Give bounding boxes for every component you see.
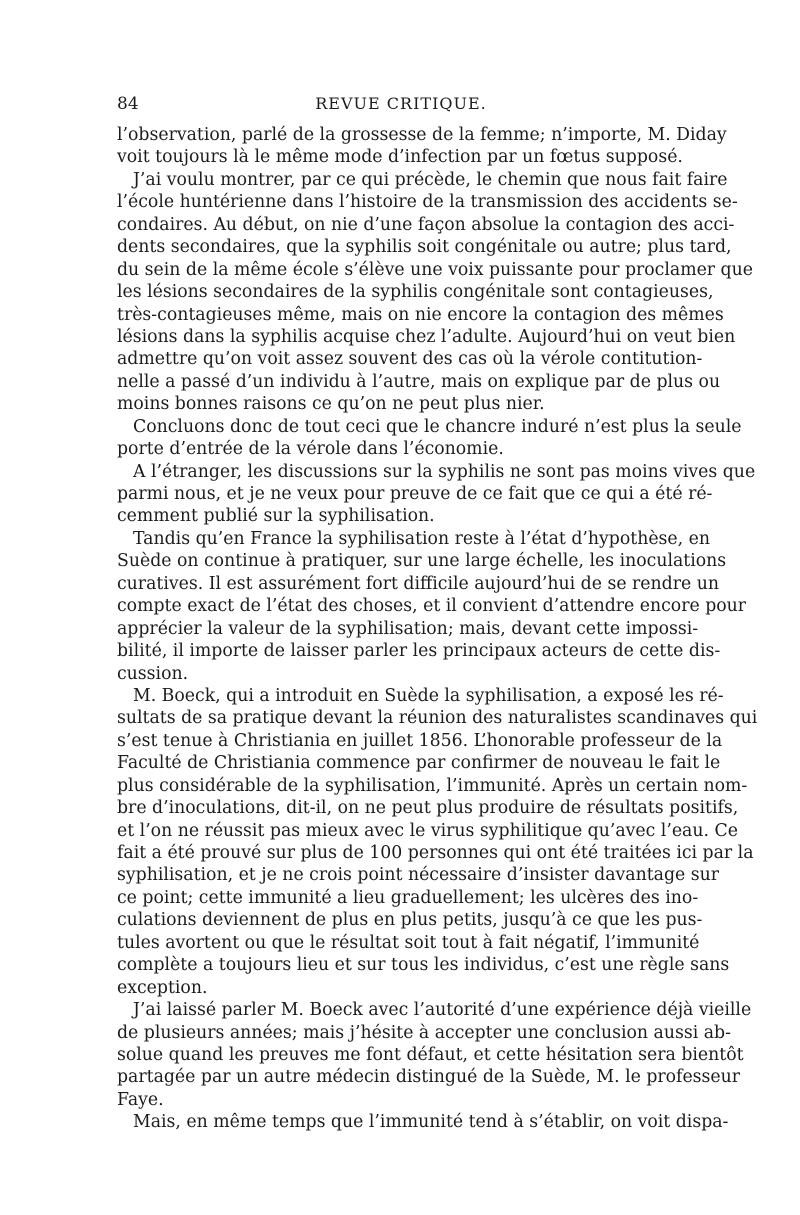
text-line: du sein de la même école s’élève une voix puissante pour proclamer que [117,259,753,280]
text-line: nelle a passé d’un individu à l’autre, mais on explique par de plus ou [117,371,721,392]
text-line: syphilisation, et je ne crois point nécessaire d’insister davantage sur [117,865,720,886]
text-line: culations deviennent de plus en plus petits, jusqu’à ce que les pus- [117,910,703,931]
text-line: condaires. Au début, on nie d’une façon absolue la contagion des acci- [117,214,735,235]
text-line: Tandis qu’en France la syphilisation reste à l’état d’hypothèse, en [133,528,710,549]
text-line: J’ai laissé parler M. Boeck avec l’autorité d’une expérience déjà vieille [133,1000,752,1021]
text-line: moins bonnes raisons ce qu’on ne peut plus nier. [117,394,545,415]
text-line: complète a toujours lieu et sur tous les individus, c’est une règle sans [117,955,730,976]
text-line: et l’on ne réussit pas mieux avec le virus syphilitique qu’avec l’eau. Ce [117,820,738,841]
text-line: curatives. Il est assurément fort difficile aujourd’hui de se rendre un [117,573,719,594]
text-line: très-contagieuses même, mais on nie encore la contagion des mêmes [117,304,724,325]
text-line: Concluons donc de tout ceci que le chancre induré n’est plus la seule [133,416,742,437]
text-line: fait a été prouvé sur plus de 100 personnes qui ont été traitées ici par la [117,843,754,863]
text-line: bre d’inoculations, dit-il, on ne peut plus produire de résultats positifs, [117,798,739,819]
text-line: M. Boeck, qui a introduit en Suède la syphilisation, a exposé les ré- [133,685,724,706]
text-line: les lésions secondaires de la syphilis congénitale sont contagieuses, [117,282,714,303]
text-line: bilité, il importe de laisser parler les principaux acteurs de cette dis- [117,641,721,662]
page-number: 84 [117,94,139,114]
page-header [117,94,685,118]
text-line: s’est tenue à Christiania en juillet 1856. L’honorable professeur de la [117,730,723,751]
text-line: sultats de sa pratique devant la réunion des naturalistes scandinaves qui [117,708,758,729]
text-line: Mais, en même temps que l’immunité tend à s’établir, on voit dispa- [133,1112,729,1133]
text-line: admettre qu’on voit assez souvent des cas où la vérole contitution- [117,349,703,370]
text-line: partagée par un autre médecin distingué de la Suède, M. le professeur [117,1067,741,1088]
text-line: compte exact de l’état des choses, et il convient d’attendre encore pour [117,596,747,617]
text-line: Suède on continue à pratiquer, sur une large échelle, les inoculations [117,551,727,572]
text-line: l’observation, parlé de la grossesse de la femme; n’importe, M. Diday [117,125,727,145]
text-line: parmi nous, et je ne veux pour preuve de ce fait que ce qui a été ré- [117,484,713,504]
text-line: cussion. [117,663,189,684]
text-line: solue quand les preuves me font défaut, et cette hésitation sera bientôt [117,1044,744,1065]
text-line: l’école huntérienne dans l’histoire de la transmission des accidents se- [117,192,738,213]
text-line: exception. [117,977,208,998]
text-line: Faye. [117,1089,164,1110]
text-line: tules avortent ou que le résultat soit tout à fait négatif, l’immunité [117,932,700,953]
text-line: de plusieurs années; mais j’hésite à accepter une conclusion aussi ab- [117,1022,731,1043]
text-line: Faculté de Christiania commence par confirmer de nouveau le fait le [117,753,721,774]
text-line: A l’étranger, les discussions sur la syphilis ne sont pas moins vives que [133,461,756,482]
text-line: lésions dans la syphilis acquise chez l’adulte. Aujourd’hui on veut bien [117,326,736,347]
text-line: dents secondaires, que la syphilis soit congénitale ou autre; plus tard, [117,237,732,258]
text-line: ce point; cette immunité a lieu graduellement; les ulcères des ino- [117,887,699,908]
text-line: porte d’entrée de la vérole dans l’économie. [117,439,504,460]
text-line: apprécier la valeur de la syphilisation; mais, devant cette impossi- [117,618,699,639]
text-line: voit toujours là le même mode d’infection par un fœtus supposé. [117,147,683,168]
running-title: REVUE CRITIQUE. [315,94,487,113]
body-text [117,124,758,1134]
text-line: J’ai voulu montrer, par ce qui précède, le chemin que nous fait faire [133,169,728,190]
text-line: plus considérable de la syphilisation, l’immunité. Après un certain nom- [117,775,748,796]
text-line: cemment publié sur la syphilisation. [117,506,435,527]
